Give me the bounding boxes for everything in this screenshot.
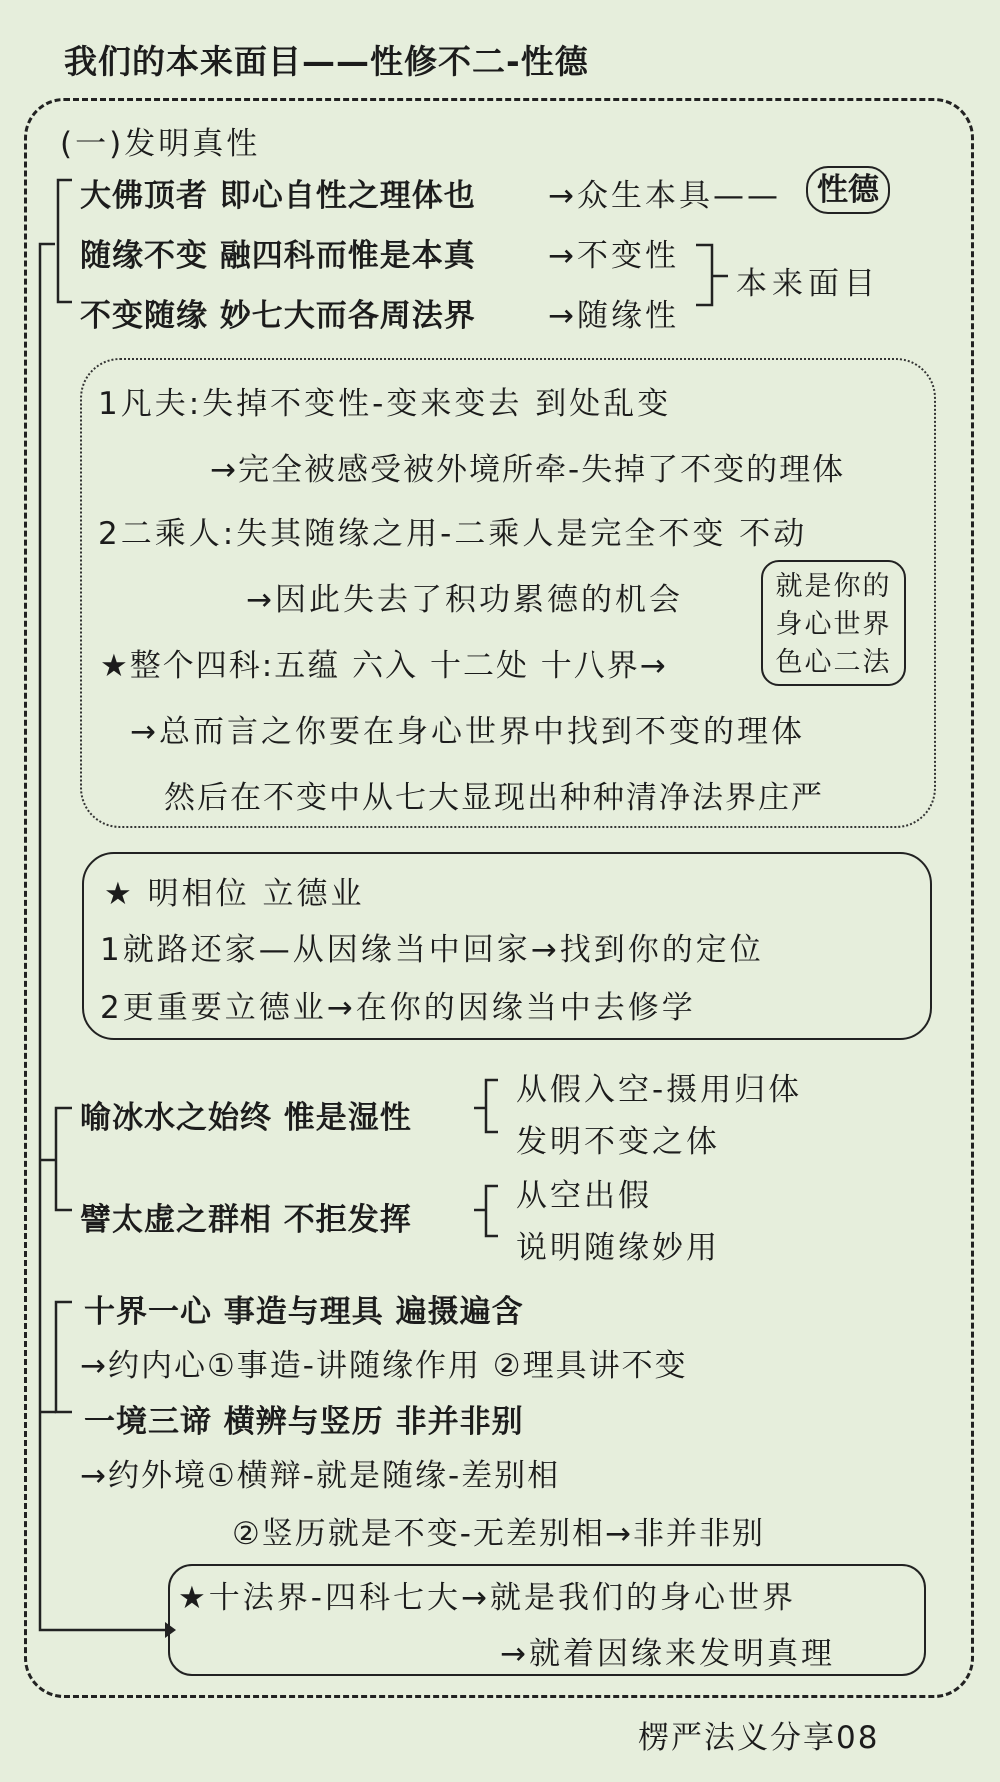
space-sub-1: 从空出假 [516, 1178, 652, 1214]
note-body-mind-world [761, 560, 906, 686]
bracket-label-original-face: 本来面目 [736, 266, 880, 302]
ice-water-sub-2: 发明不变之体 [516, 1124, 720, 1160]
row-buddha-crown: 大佛顶者 即心自性之理体也 [80, 178, 476, 214]
footer-series-label: 楞严法义分享08 [638, 1720, 880, 1756]
box2-line-3: 2更重要立德业→在你的因缘当中去修学 [100, 990, 696, 1026]
box2-line-2: 1就路还家—从因缘当中回家→找到你的定位 [100, 932, 764, 968]
ten-realms-main: 十界一心 事造与理具 遍摄遍含 [84, 1294, 524, 1330]
row-buddha-crown-tail: →众生本具—— [548, 178, 781, 214]
space-sub-2: 说明随缘妙用 [516, 1230, 720, 1266]
ice-water-sub-1: 从假入空-摄用归体 [516, 1072, 803, 1108]
note-line-2: 身心世界 [775, 609, 892, 640]
section-heading: (一)发明真性 [60, 126, 261, 162]
row-suiyuan-bubian-tail: →不变性 [548, 238, 679, 274]
one-realm-sub-2: ②竖历就是不变-无差别相→非并非别 [232, 1516, 765, 1552]
space-main: 譬太虚之群相 不拒发挥 [80, 1202, 412, 1238]
note-line-1: 就是你的 [775, 571, 892, 602]
badge-xingde: 性德 [806, 166, 890, 214]
row-bubian-suiyuan-tail: →随缘性 [548, 298, 679, 334]
dotted-line-7: 然后在不变中从七大显现出种种清净法界庄严 [164, 780, 824, 816]
box3-line-1: ★十法界-四科七大→就是我们的身心世界 [178, 1580, 796, 1616]
dotted-line-1: 1凡夫:失掉不变性-变来变去 到处乱变 [98, 386, 672, 422]
one-realm-sub-1: →约外境①横辩-就是随缘-差别相 [80, 1458, 561, 1494]
row-bubian-suiyuan: 不变随缘 妙七大而各周法界 [80, 298, 476, 334]
box3-line-2: →就着因缘来发明真理 [500, 1636, 835, 1672]
note-line-3: 色心二法 [775, 647, 892, 678]
dotted-line-6: →总而言之你要在身心世界中找到不变的理体 [130, 714, 805, 750]
dotted-line-5: ★整个四科:五蕴 六入 十二处 十八界→ [100, 648, 668, 684]
box2-line-1: ★ 明相位 立德业 [104, 876, 365, 912]
ice-water-main: 喻冰水之始终 惟是湿性 [80, 1100, 412, 1136]
row-suiyuan-bubian: 随缘不变 融四科而惟是本真 [80, 238, 476, 274]
dotted-line-4: →因此失去了积功累德的机会 [246, 582, 683, 618]
dotted-line-3: 2二乘人:失其随缘之用-二乘人是完全不变 不动 [98, 516, 808, 552]
one-realm-main: 一境三谛 横辨与竖历 非并非别 [84, 1404, 524, 1440]
ten-realms-sub: →约内心①事造-讲随缘作用 ②理具讲不变 [80, 1348, 688, 1384]
dotted-line-2: →完全被感受被外境所牵-失掉了不变的理体 [210, 452, 846, 488]
page-title: 我们的本来面目——性修不二-性德 [64, 42, 589, 81]
